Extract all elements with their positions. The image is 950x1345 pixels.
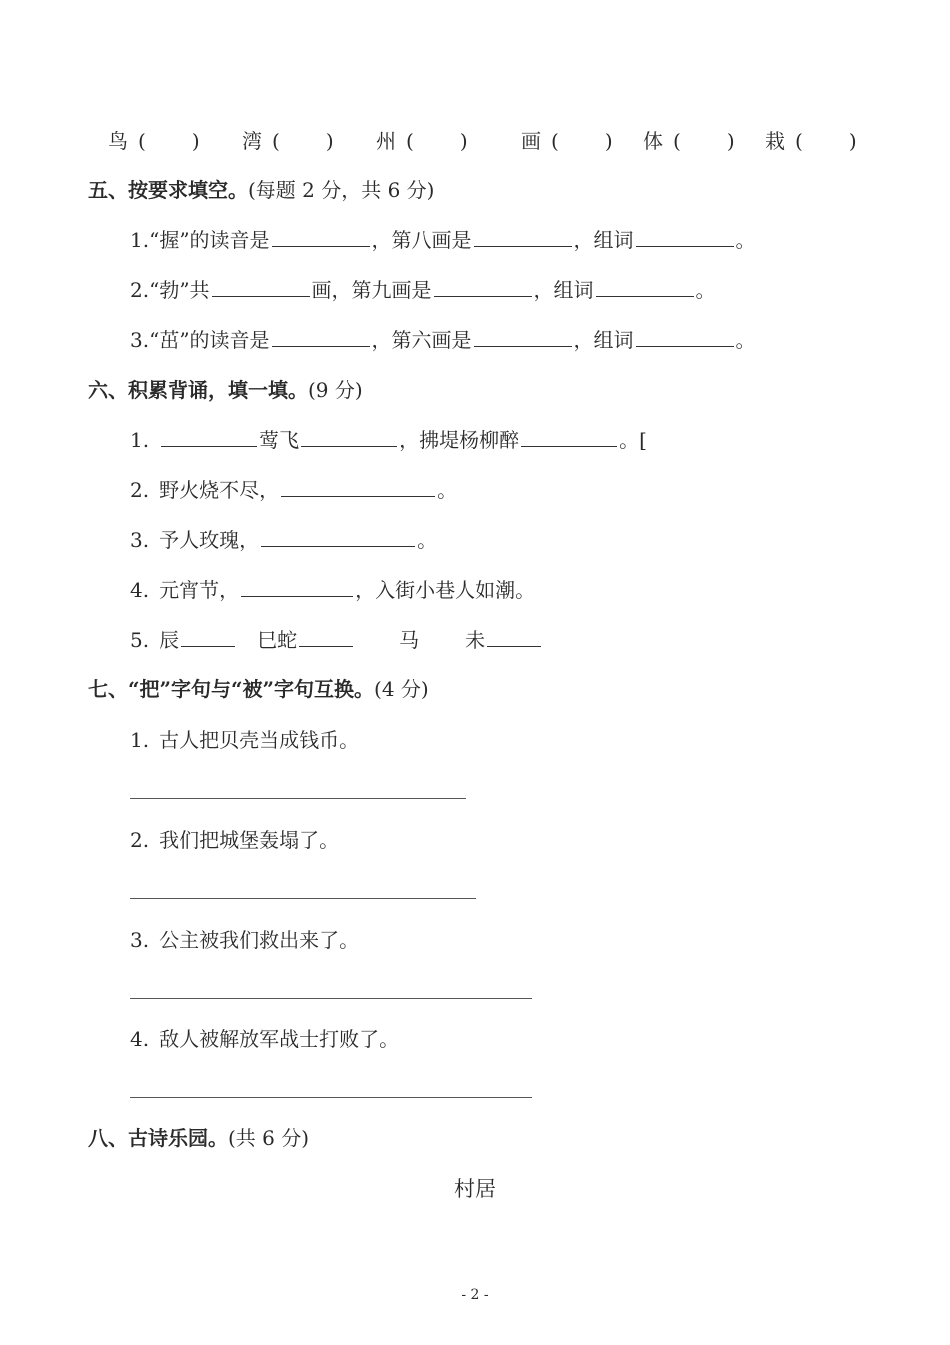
fill-blank[interactable] — [241, 576, 353, 597]
poem-title: 村居 — [454, 1177, 496, 1201]
char-item: 画 ( ) — [521, 129, 613, 153]
fill-blank[interactable] — [474, 326, 572, 347]
sec7-item-1: 1. 古人把贝壳当成钱币。 — [130, 728, 360, 752]
fill-blank[interactable] — [301, 426, 397, 447]
answer-line[interactable] — [130, 798, 466, 799]
fill-blank[interactable] — [636, 226, 734, 247]
fill-blank[interactable] — [434, 276, 532, 297]
fill-blank[interactable] — [181, 626, 235, 647]
fill-blank[interactable] — [161, 426, 257, 447]
fill-blank[interactable] — [281, 476, 435, 497]
sec6-item-5: 5. 辰 巳蛇 马 未 — [130, 626, 543, 654]
section-5-heading: 五、按要求填空。(每题 2 分，共 6 分) — [88, 178, 435, 202]
fill-blank[interactable] — [261, 526, 415, 547]
sec6-item-4: 4. 元宵节， ，入街小巷人如潮。 — [130, 578, 536, 602]
char-item: 体 ( ) — [643, 129, 735, 153]
sec7-item-4: 4. 敌人被解放军战士打败了。 — [130, 1027, 400, 1051]
sec5-item-1: 1.“握”的读音是 ，第八画是 ，组词 。 — [130, 228, 756, 252]
section-8-heading: 八、古诗乐园。(共 6 分) — [88, 1126, 310, 1150]
fill-blank[interactable] — [596, 276, 694, 297]
section-6-heading: 六、积累背诵，填一填。(9 分) — [88, 378, 363, 402]
char-item: 州 ( ) — [376, 129, 468, 153]
fill-blank[interactable] — [212, 276, 310, 297]
answer-line[interactable] — [130, 898, 476, 899]
sec7-item-3: 3. 公主被我们救出来了。 — [130, 928, 360, 952]
sec5-item-3: 3.“茁”的读音是 ，第六画是 ，组词 。 — [130, 328, 756, 352]
section-7-heading: 七、“把”字句与“被”字句互换。(4 分) — [88, 677, 429, 701]
fill-blank[interactable] — [636, 326, 734, 347]
sec6-item-3: 3. 予人玫瑰， 。 — [130, 528, 438, 552]
answer-line[interactable] — [130, 1097, 532, 1098]
fill-blank[interactable] — [272, 226, 370, 247]
fill-blank[interactable] — [474, 226, 572, 247]
fill-blank[interactable] — [272, 326, 370, 347]
char-item: 鸟 ( ) — [108, 129, 200, 153]
sec6-item-2: 2. 野火烧不尽， 。 — [130, 478, 458, 502]
fill-blank[interactable] — [521, 426, 617, 447]
sec6-item-1: 1. 莺飞 ，拂堤杨柳醉 。[ — [130, 428, 647, 452]
answer-line[interactable] — [130, 998, 532, 999]
sec7-item-2: 2. 我们把城堡轰塌了。 — [130, 828, 340, 852]
char-item: 湾 ( ) — [242, 129, 334, 153]
char-item: 栽 ( ) — [765, 129, 857, 153]
fill-blank[interactable] — [487, 626, 541, 647]
fill-blank[interactable] — [299, 626, 353, 647]
sec5-item-2: 2.“勃”共 画，第九画是 ，组词 。 — [130, 278, 716, 302]
page-number: - 2 - — [461, 1287, 489, 1303]
